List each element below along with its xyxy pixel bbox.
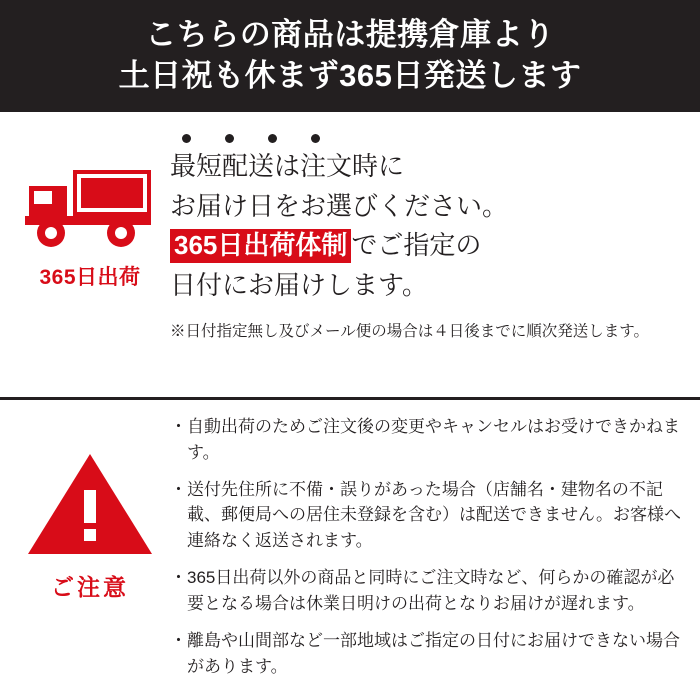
warning-triangle-icon (26, 450, 154, 563)
caution-item-text: 自動出荷のためご注文後の変更やキャンセルはお受けできかねます。 (187, 417, 680, 462)
bullet-marker: ・ (170, 568, 187, 588)
warning-block (10, 412, 170, 692)
caution-list (170, 412, 686, 692)
dot-1 (182, 134, 191, 143)
decorative-dots (182, 134, 690, 143)
list-item (170, 477, 686, 554)
header-line-2: 土日祝も休まず365日発送します (118, 58, 582, 93)
caution-item-text: 送付先住所に不備・誤りがあった場合（店舗名・建物名の不記載、郵便局への居住未登録を含む）は配送できません。お客様へ連絡なく返送されます。 (187, 479, 682, 551)
list-item (170, 565, 686, 617)
delivery-note: ※日付指定無し及びメール便の場合は４日後までに順次発送します。 (170, 323, 649, 341)
list-item (170, 628, 686, 680)
bullet-marker: ・ (170, 630, 187, 650)
delivery-line-1: 最短配送は注文時に (170, 151, 405, 181)
dot-3 (268, 134, 277, 143)
caution-item-text: 離島や山間部など一部地域はご指定の日付にお届けできない場合があります。 (187, 630, 680, 676)
caution-section (0, 400, 700, 700)
delivery-text-block (170, 126, 690, 389)
delivery-line-4: 日付にお届けします。 (170, 269, 428, 300)
dot-4 (311, 134, 320, 143)
highlight-365-shipping: 365日出荷体制 (170, 229, 351, 263)
delivery-truck-icon (25, 164, 155, 255)
header-line-1: こちらの商品は提携倉庫より (145, 17, 555, 53)
dot-2 (225, 134, 234, 143)
truck-label: 365日出荷 (39, 266, 141, 289)
delivery-line-3-rest: でご指定の (351, 230, 482, 261)
delivery-truck-block (10, 126, 170, 389)
delivery-line-2: お届け日をお選びください。 (170, 190, 509, 221)
delivery-line-3 (170, 226, 690, 266)
warning-label: ご注意 (51, 574, 129, 600)
bullet-marker: ・ (170, 479, 187, 499)
caution-item-text: 365日出荷以外の商品と同時にご注文時など、何らかの確認が必要となる場合は休業日明けの出荷となりお届けが遅れます。 (187, 568, 675, 613)
delivery-section (0, 112, 700, 400)
banner-header (0, 0, 700, 112)
list-item (170, 414, 686, 466)
bullet-marker: ・ (170, 417, 187, 436)
